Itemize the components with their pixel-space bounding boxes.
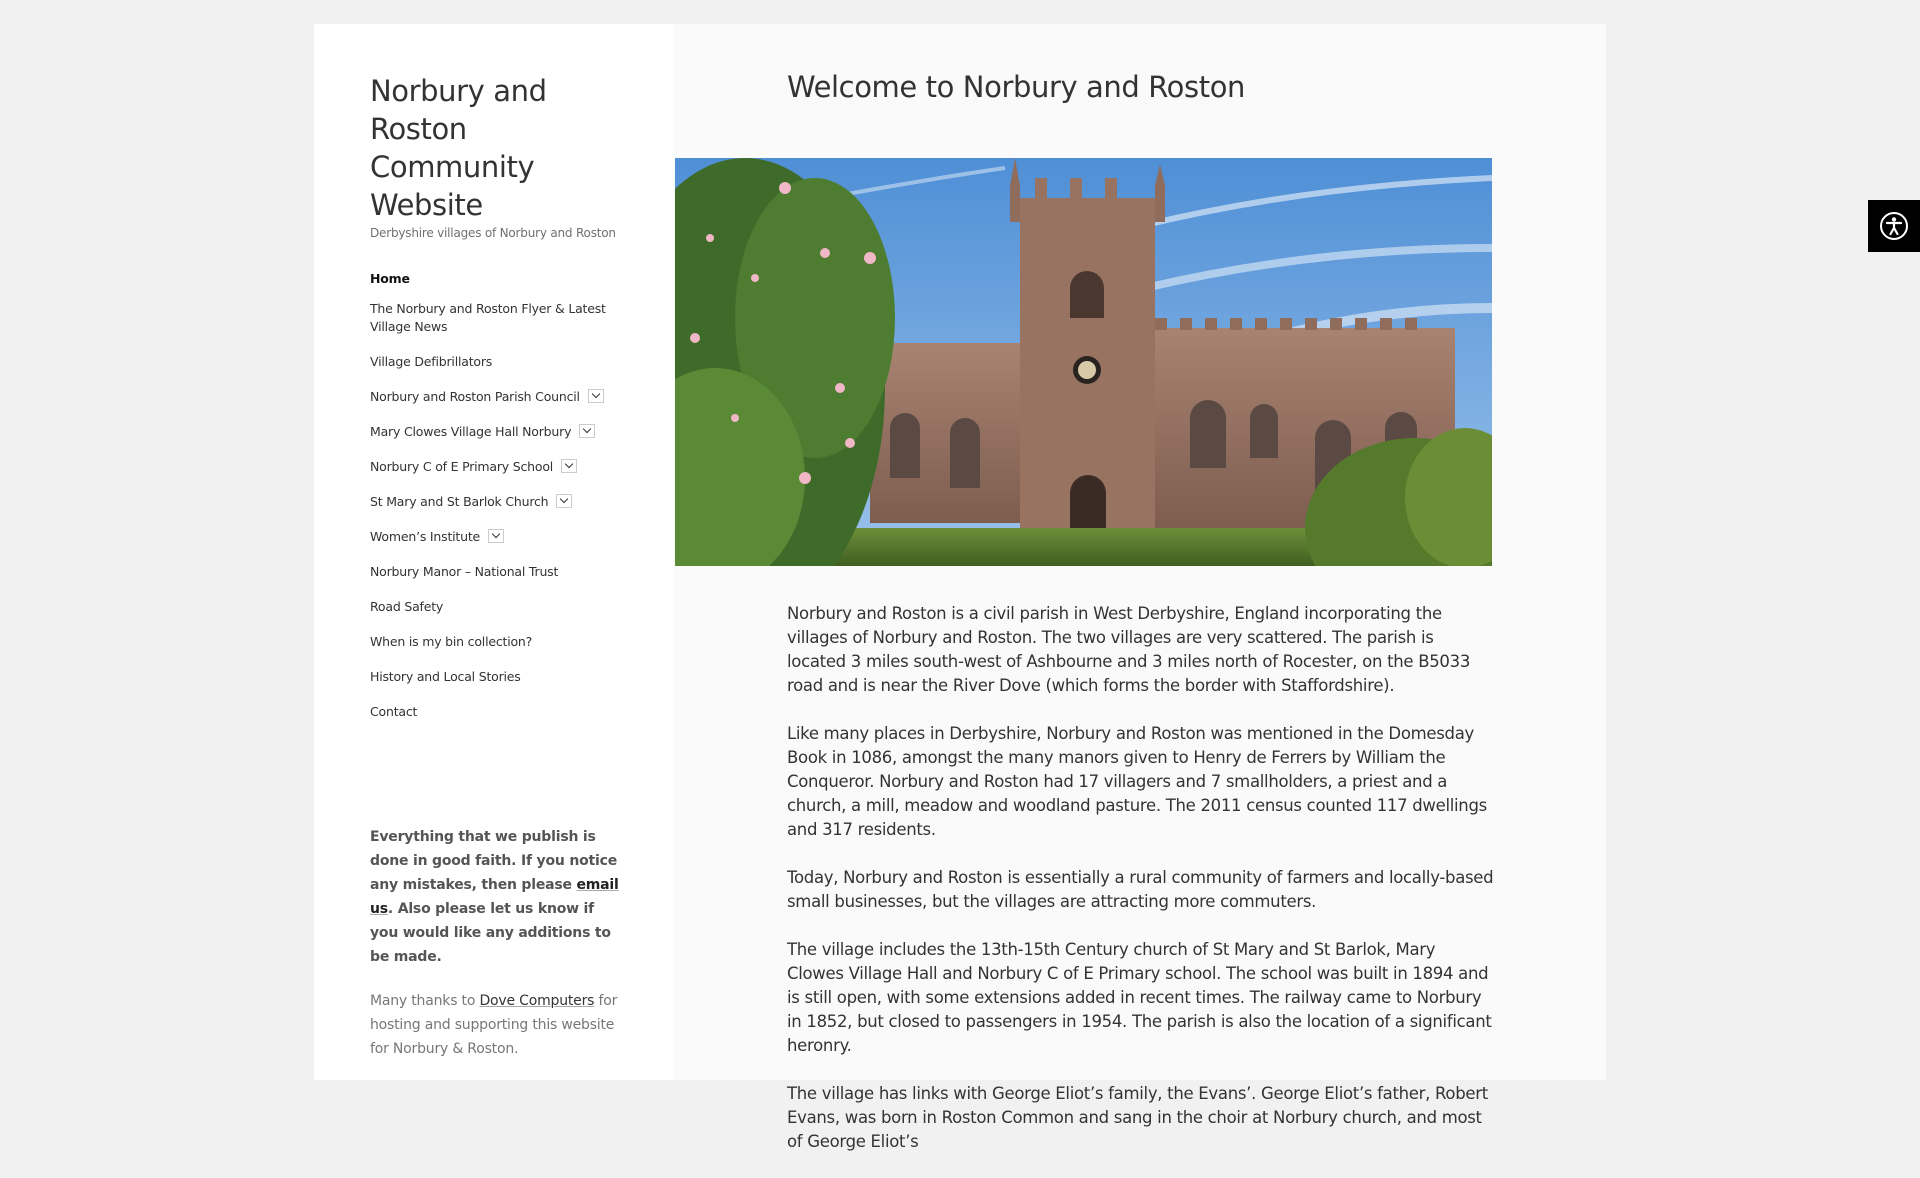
nav-item-label: Norbury Manor – National Trust — [370, 564, 559, 579]
page-title: Welcome to Norbury and Roston — [787, 70, 1246, 104]
article-paragraph: Today, Norbury and Roston is essentially a rural community of farmers and locally-based small businesses, but the villages are attracting more commuters. — [787, 868, 1494, 911]
article-paragraph: The village has links with George Eliot’s family, the Evans’. George Eliot’s father, Robert Evans, was born in Roston Common and sang in the choir at Norbury church, and most of George Eliot’s — [787, 1084, 1488, 1151]
article-paragraph: Like many places in Derbyshire, Norbury and Roston was mentioned in the Domesday Book in 1086, amongst the many manors given to Henry de Ferrers by William the Conqueror. Norbury and Roston had 17 villagers and 7 smallholders, a priest and a church, a mill, meadow and woodland pasture. The 2011 census counted 117 dwellings and 317 residents. — [787, 724, 1487, 839]
main-content — [675, 24, 1606, 1151]
thanks-text-after: for hosting and supporting this website for Norbury & Roston. — [370, 993, 618, 1057]
nav-item-home[interactable] — [370, 270, 626, 288]
nav-item-label: Women’s Institute — [370, 529, 481, 544]
church-photo-image — [675, 158, 1492, 566]
nav-item-label: Norbury C of E Primary School — [370, 459, 554, 474]
nav-item-label: St Mary and St Barlok Church — [370, 494, 549, 509]
notice-widget — [370, 825, 626, 1061]
nav-item-label: When is my bin collection? — [370, 634, 533, 649]
notice-text — [370, 825, 626, 969]
nav-item-bin-collection[interactable] — [370, 633, 626, 651]
nav-item-label: Norbury and Roston Parish Council — [370, 389, 580, 404]
nav-item-label: Home — [370, 271, 410, 286]
nav-item-village-hall[interactable] — [370, 423, 626, 441]
nav-item-label: Village Defibrillators — [370, 354, 493, 369]
article-body — [787, 602, 1495, 1178]
accessibility-icon — [1879, 211, 1909, 241]
accessibility-toggle-button[interactable] — [1868, 200, 1920, 252]
article-paragraph: Norbury and Roston is a civil parish in West Derbyshire, England incorporating the villages of Norbury and Roston. The two villages are very scattered. The parish is located 3 miles south-west of Ashbourne and 3 miles north of Rocester, on the B5033 road and is near the River Dove (which forms the border with Staffordshire). — [787, 604, 1471, 695]
nav-item-label: Mary Clowes Village Hall Norbury — [370, 424, 572, 439]
dove-computers-link[interactable]: Dove Computers — [479, 993, 595, 1009]
nav-item-label: Road Safety — [370, 599, 444, 614]
notice-text-before: Everything that we publish is done in good faith. If you notice any mistakes, then please — [370, 829, 617, 893]
nav-item-history[interactable] — [370, 668, 626, 686]
nav-item-parish-council[interactable] — [370, 388, 626, 406]
nav-item-label: The Norbury and Roston Flyer & Latest Village News — [370, 301, 606, 334]
nav-item-womens-institute[interactable] — [370, 528, 626, 546]
submenu-toggle-chevron-down-icon[interactable] — [556, 494, 572, 508]
submenu-toggle-chevron-down-icon[interactable] — [488, 529, 504, 543]
sidebar-inner — [370, 72, 626, 1061]
nav-item-norbury-manor[interactable] — [370, 563, 626, 581]
page-container — [314, 24, 1606, 1151]
church-photo — [675, 158, 1492, 566]
nav-item-defibrillators[interactable] — [370, 353, 626, 371]
site-title[interactable]: Norbury and Roston Community Website — [370, 74, 547, 222]
site-tagline: Derbyshire villages of Norbury and Roston — [370, 226, 616, 240]
sidebar — [314, 24, 674, 1080]
submenu-toggle-chevron-down-icon[interactable] — [588, 389, 604, 403]
nav-item-road-safety[interactable] — [370, 598, 626, 616]
nav-item-contact[interactable] — [370, 703, 626, 721]
thanks-text-before: Many thanks to — [370, 993, 480, 1009]
nav-item-church[interactable] — [370, 493, 626, 511]
nav-item-label: History and Local Stories — [370, 669, 521, 684]
nav-item-primary-school[interactable] — [370, 458, 626, 476]
email-us-link[interactable]: email us — [370, 877, 619, 917]
submenu-toggle-chevron-down-icon[interactable] — [579, 424, 595, 438]
submenu-toggle-chevron-down-icon[interactable] — [561, 459, 577, 473]
article-paragraph: The village includes the 13th-15th Century church of St Mary and St Barlok, Mary Clowes Village Hall and Norbury C of E Primary school. The school was built in 1894 and is still open, with some extensions added in recent times. The railway came to Norbury in 1852, but closed to passengers in 1954. The parish is also the location of a significant heronry. — [787, 940, 1492, 1055]
nav-item-flyer[interactable] — [370, 300, 626, 336]
notice-text-after: . Also please let us know if you would like any additions to be made. — [370, 901, 611, 965]
thanks-text — [370, 989, 626, 1061]
main-nav — [370, 270, 626, 721]
nav-item-label: Contact — [370, 704, 418, 719]
